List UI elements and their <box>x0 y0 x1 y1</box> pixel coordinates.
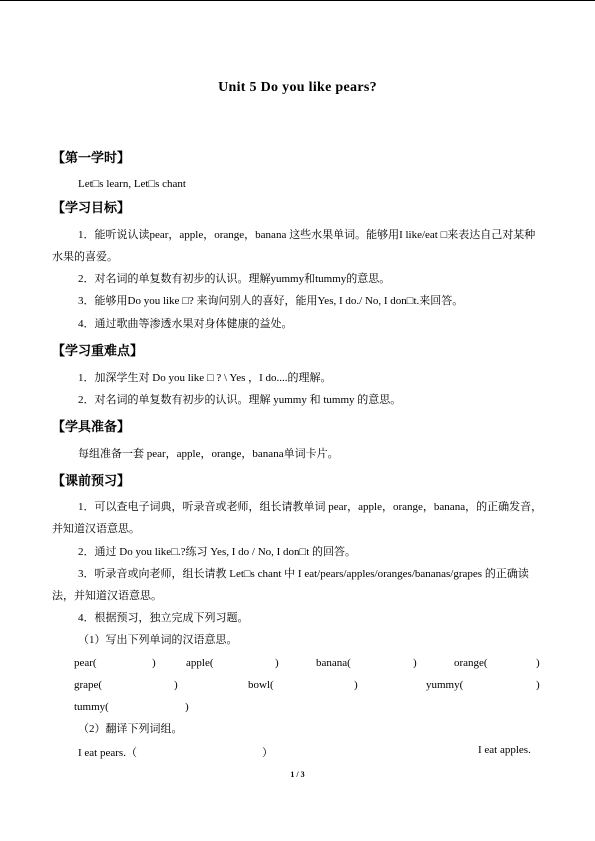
page-title: Unit 5 Do you like pears? <box>218 80 377 95</box>
phrase-i-eat-apples: I eat apples. <box>478 744 531 756</box>
phrase-i-eat-pears-close: ） <box>262 747 273 759</box>
word-tummy: tummy( <box>74 701 109 713</box>
word-apple: apple( <box>186 657 214 669</box>
top-border-line <box>0 0 595 1</box>
word-tummy-close: ) <box>185 701 189 713</box>
preview-item-2: 2．通过 Do you like□.?练习 Yes, I do / No, I don□t 的回答。 <box>78 546 356 558</box>
word-bowl-close: ) <box>354 679 358 691</box>
goal-item-2: 2．对名词的单复数有初步的认识。理解yummy和tummy的意思。 <box>78 273 391 285</box>
goal-item-1: 1．能听说认读pear，apple，orange，banana 这些水果单词。能够用I like/eat □来表达自己对某种水果的喜爱。 <box>52 229 536 263</box>
word-grape-close: ) <box>174 679 178 691</box>
page-number: 1 / 3 <box>290 770 305 779</box>
goal-item-4: 4．通过歌曲等渗透水果对身体健康的益处。 <box>78 318 293 330</box>
word-pear: pear( <box>74 657 97 669</box>
key-point-1: 1．加深学生对 Do you like □ ? \ Yes ，I do....的理解。 <box>78 372 332 384</box>
phrase-i-eat-pears: I eat pears.（ <box>78 747 137 759</box>
word-banana: banana( <box>316 657 351 669</box>
goal-item-3: 3．能够用Do you like □? 来询问别人的喜好，能用Yes, I do./ No, I don□t.来回答。 <box>78 295 464 307</box>
word-yummy: yummy( <box>426 679 464 691</box>
preview-item-1: 1．可以查电子词典，听录音或老师，组长请教单词 pear，apple，orange，banana，的正确发音，并知道汉语意思。 <box>52 501 543 535</box>
word-bowl: bowl( <box>248 679 274 691</box>
word-banana-close: ) <box>413 657 417 669</box>
section-heading-goals: 【学习目标】 <box>52 200 131 215</box>
section-heading-lesson1: 【第一学时】 <box>52 150 131 165</box>
word-pear-close: ) <box>152 657 156 669</box>
section-heading-preview: 【课前预习】 <box>52 473 131 488</box>
key-point-2: 2．对名词的单复数有初步的认识。理解 yummy 和 tummy 的意思。 <box>78 394 402 406</box>
word-orange: orange( <box>454 657 488 669</box>
section-heading-key-points: 【学习重难点】 <box>52 343 144 358</box>
preview-item-3: 3．听录音或向老师，组长请教 Let□s chant 中 I eat/pears/apples/oranges/bananas/grapes 的正确读法，并知道汉语意思。 <box>52 568 529 602</box>
word-orange-close: ) <box>536 657 540 669</box>
exercise-2-instruction: （2）翻译下列词组。 <box>78 723 183 735</box>
lesson-topic: Let□s learn, Let□s chant <box>78 178 186 190</box>
materials-text: 每组准备一套 pear，apple，orange，banana单词卡片。 <box>78 448 339 460</box>
section-heading-materials: 【学具准备】 <box>52 419 131 434</box>
word-yummy-close: ) <box>536 679 540 691</box>
preview-item-4: 4．根据预习，独立完成下列习题。 <box>78 612 249 624</box>
exercise-1-instruction: （1）写出下列单词的汉语意思。 <box>78 634 238 646</box>
word-grape: grape( <box>74 679 103 691</box>
word-apple-close: ) <box>275 657 279 669</box>
